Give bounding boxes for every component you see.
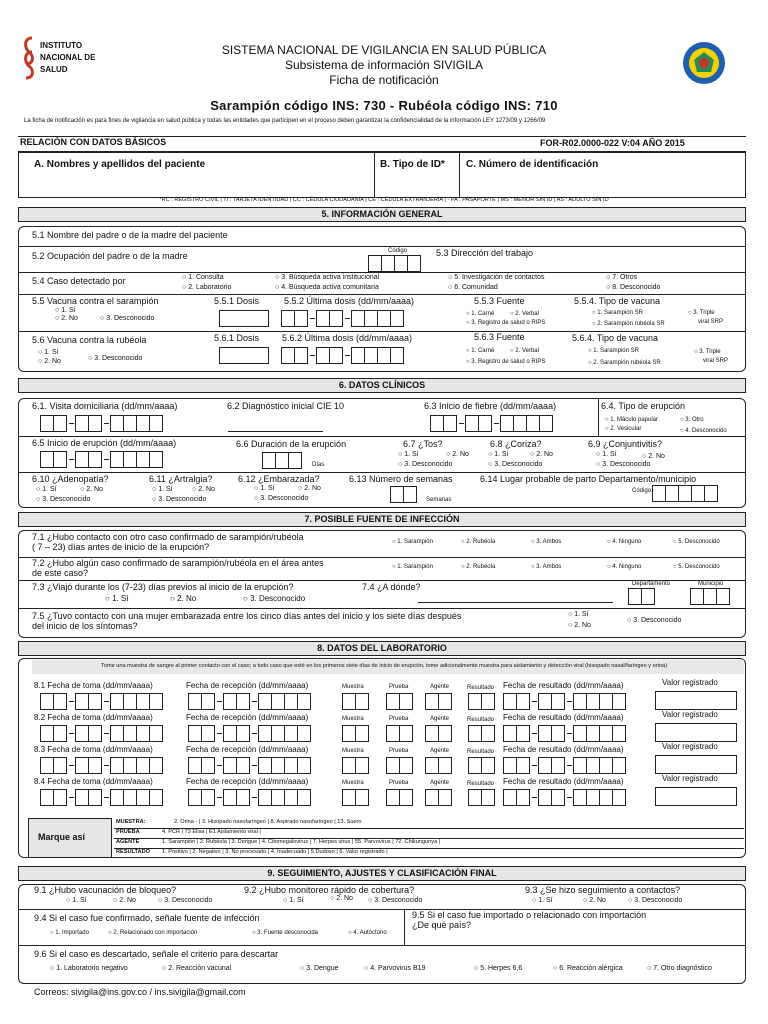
dose-input[interactable] [219, 310, 269, 327]
q5-6-1-label: 5.6.1 Dosis [214, 333, 260, 343]
option[interactable]: ○ 2. No [170, 594, 197, 603]
option[interactable]: ○ 2. Vesicular [605, 426, 642, 432]
q7-3-label: 7.3 ¿Viajó durante los (7-23) días previos al inicio de la erupción? [32, 582, 294, 592]
date-cells[interactable] [110, 757, 162, 774]
option[interactable]: ○ 5. Desconocido [673, 564, 720, 570]
q9-2-label: 9.2 ¿Hubo monitoreo rápido de cobertura? [244, 885, 415, 895]
q6-8-label: 6.8 ¿Coriza? [490, 439, 542, 449]
option[interactable]: ○ 3. Fuente desconocida [252, 930, 319, 936]
option[interactable]: ○ 1. Sarampión SR [588, 348, 639, 354]
date-cells[interactable] [351, 347, 403, 364]
value-label: Valor registrado [662, 742, 718, 751]
municipality-label: Municipio [698, 581, 724, 587]
option[interactable]: ○ 3. Otro [680, 417, 704, 423]
test-label: Prueba [389, 716, 409, 722]
option[interactable]: ○ 2. Verbal [510, 311, 539, 317]
q6-3-label: 6.3 Inicio de fiebre (dd/mm/aaaa) [424, 401, 557, 411]
test-label: Prueba [389, 684, 409, 690]
date-cells[interactable] [188, 693, 214, 710]
agent-cells[interactable] [425, 789, 451, 806]
date-cells[interactable] [188, 789, 214, 806]
date-cells[interactable] [40, 757, 66, 774]
reception-label: Fecha de recepción (dd/mm/aaaa) [186, 713, 309, 722]
legend-value: 1. Positivo | 2. Negativo | 3. No procesado | 4. Inadecuado | 5.Dudoso | 6. Valor registrado | [162, 849, 388, 855]
option[interactable]: ○ 2. No [642, 453, 665, 460]
date-cells[interactable] [110, 693, 162, 710]
department-label: Departamento [632, 581, 671, 587]
value-input[interactable] [655, 755, 737, 774]
option[interactable]: ○ 1. Laboratorio negativo [50, 965, 128, 972]
option[interactable]: ○ 3. Desconocido [243, 594, 306, 603]
date-cells[interactable] [503, 725, 529, 742]
department-cells[interactable] [628, 588, 654, 605]
date-cells[interactable] [40, 693, 66, 710]
q9-4-label: 9.4 Si el caso fue confirmado, señale fuente de infección [34, 913, 260, 923]
option[interactable]: ○ 1. Sí [532, 897, 553, 904]
option[interactable]: ○ 2. No [298, 485, 321, 492]
q5-6-label: 5.6 Vacuna contra la rubéola [32, 335, 147, 345]
sample-cells[interactable] [342, 757, 368, 774]
option[interactable]: ○ 3. Triple [694, 349, 721, 355]
option[interactable]: ○ 1. Sí [152, 486, 173, 493]
date-cells[interactable] [110, 725, 162, 742]
date-cells[interactable] [75, 451, 101, 468]
sample-label: Muestra [342, 684, 364, 690]
days-label: Días [312, 462, 325, 468]
result-date-label: Fecha de resultado (dd/mm/aaaa) [503, 745, 624, 754]
date-cells[interactable] [538, 725, 564, 742]
date-cells[interactable] [573, 757, 625, 774]
date-cells[interactable] [503, 789, 529, 806]
option[interactable]: ○ 1. Carné [466, 348, 495, 354]
option[interactable]: ○ 1. Sarampión SR [592, 310, 643, 316]
option[interactable]: ○ 1. Importado [50, 930, 89, 936]
option[interactable]: ○ 2. Sarampión rubéola SR [592, 321, 665, 327]
date-cells[interactable] [503, 693, 529, 710]
q9-1-label: 9.1 ¿Hubo vacunación de bloqueo? [34, 885, 177, 895]
lab-date-label: 8.3 Fecha de toma (dd/mm/aaaa) [34, 745, 153, 754]
value-label: Valor registrado [662, 710, 718, 719]
occupation-code-label: Código [388, 248, 408, 254]
value-label: Valor registrado [662, 678, 718, 687]
result-date-label: Fecha de resultado (dd/mm/aaaa) [503, 777, 624, 786]
date-cells[interactable] [223, 789, 249, 806]
result-label: Resultado [467, 781, 495, 787]
id-number-label: C. Número de identificación [466, 159, 599, 170]
option[interactable]: ○ 2. No [192, 486, 215, 493]
sample-label: Muestra [342, 780, 364, 786]
date-cells[interactable] [110, 451, 162, 468]
q9-6-label: 9.6 Si el caso es descartado, señale el criterio para descartar [34, 949, 279, 959]
q7-1-label-cont: ( 7 – 23) días antes de inicio de la erupción? [32, 542, 210, 552]
date-cells[interactable] [316, 310, 342, 327]
q5-2-label: 5.2 Ocupación del padre o de la madre [32, 251, 188, 261]
test-label: Prueba [389, 780, 409, 786]
option[interactable]: ○ 3. Ambos [531, 564, 562, 570]
option[interactable]: ○ 2. No [113, 897, 136, 904]
option[interactable]: ○ 4. Ninguno [607, 564, 642, 570]
date-cells[interactable] [223, 725, 249, 742]
sample-cells[interactable] [342, 693, 368, 710]
option[interactable]: ○ 4. Búsqueda activa comunitaria [275, 284, 379, 291]
form-code: FOR-R02.0000-022 V:04 AÑO 2015 [540, 138, 685, 148]
test-label: Prueba [389, 748, 409, 754]
option[interactable]: ○ 3. Desconocido [368, 897, 423, 904]
option[interactable]: ○ 2. No [330, 895, 353, 902]
result-cells[interactable] [468, 757, 494, 774]
date-cells[interactable] [538, 757, 564, 774]
q5-1-label: 5.1 Nombre del padre o de la madre del paciente [32, 230, 228, 240]
value-input[interactable] [655, 787, 737, 806]
option[interactable]: ○ 2. Laboratorio [182, 284, 232, 291]
logo-line: SALUD [40, 65, 68, 74]
q7-2-label: 7.2 ¿Hubo algún caso confirmado de sarampión/rubéola en el área antes [32, 558, 324, 568]
municipality-cells[interactable] [690, 588, 729, 605]
date-cells[interactable] [110, 415, 162, 432]
date-cells[interactable] [110, 789, 162, 806]
date-cells[interactable] [75, 415, 101, 432]
option[interactable]: ○ 3. Ambos [531, 539, 562, 545]
reception-label: Fecha de recepción (dd/mm/aaaa) [186, 745, 309, 754]
option[interactable]: ○ 2. No [530, 451, 553, 458]
subsystem-title: Subsistema de información SIVIGILA [284, 58, 484, 72]
q9-3-label: 9.3 ¿Se hizo seguimiento a contactos? [525, 885, 681, 895]
date-cells[interactable] [316, 347, 342, 364]
option[interactable]: ○ 4. Autóctono [348, 930, 387, 936]
date-cells[interactable] [40, 789, 66, 806]
q6-2-label: 6.2 Diagnóstico inicial CIE 10 [227, 401, 345, 411]
reception-label: Fecha de recepción (dd/mm/aaaa) [186, 777, 309, 786]
option[interactable]: ○ 3. Desconocido [152, 496, 207, 503]
agent-label: Agente [430, 684, 450, 690]
option[interactable]: ○ 1. Sí [38, 349, 59, 356]
logo-line: INSTITUTO [40, 41, 83, 50]
q6-6-label: 6.6 Duración de la erupción [236, 439, 347, 449]
dose-input[interactable] [219, 347, 269, 364]
test-cells[interactable] [386, 693, 412, 710]
option[interactable]: ○ 1. Carné [466, 311, 495, 317]
weeks-cells[interactable] [390, 486, 416, 503]
option[interactable]: ○ 2. No [446, 451, 469, 458]
legend-value: 4. PCR | 73 Elisa | E1 Aislamiento viral | [162, 829, 261, 835]
option[interactable]: ○ 2. Rubéola [461, 539, 496, 545]
option[interactable]: ○ 3. Desconocido [254, 495, 309, 502]
agent-label: Agente [430, 748, 450, 754]
option[interactable]: ○ 8. Desconocido [606, 284, 661, 291]
main-title: Sarampión código INS: 730 - Rubéola código INS: 710 [210, 98, 558, 113]
q7-4-label: 7.4 ¿A dónde? [362, 582, 421, 592]
sample-cells[interactable] [342, 789, 368, 806]
value-input[interactable] [655, 723, 737, 742]
lab-legend [28, 818, 744, 858]
agent-label: Agente [430, 716, 450, 722]
legend-key: RESULTADO [116, 849, 150, 855]
date-cells[interactable] [351, 310, 403, 327]
q6-1-label: 6.1. Visita domiciliaria (dd/mm/aaaa) [32, 401, 178, 411]
agent-cells[interactable] [425, 693, 451, 710]
q6-5-label: 6.5 Inicio de erupción (dd/mm/aaaa) [32, 438, 177, 448]
option-cont: viral SRP [698, 319, 724, 325]
section-6-header: 6. DATOS CLÍNICOS [18, 378, 746, 393]
id-legend: *RC : REGISTRO CIVIL | TI : TARJETA IDENTIDAD | CC : CÉDULA CIUDADANÍA | CE : CÉDULA EXTRANJERÍA | - PA : PASAPORTE | MS : MENOR SIN ID | AS : ADULTO SIN ID [159, 197, 609, 203]
q6-12-label: 6.12 ¿Embarazada? [238, 474, 320, 484]
date-cells[interactable] [573, 789, 625, 806]
option[interactable]: ○ 5. Investigación de contactos [448, 274, 545, 281]
q5-6-2-label: 5.6.2 Última dosis (dd/mm/aaaa) [282, 333, 413, 343]
date-cells[interactable] [223, 693, 249, 710]
q5-5-label: 5.5 Vacuna contra el sarampión [32, 296, 159, 306]
option[interactable]: ○ 2. No [583, 897, 606, 904]
option[interactable]: ○ 3. Triple [688, 310, 715, 316]
option[interactable]: ○ 3. Desconocido [628, 897, 683, 904]
option[interactable]: ○ 6. Reacción alérgica [553, 965, 623, 972]
sample-label: Muestra [342, 748, 364, 754]
confidentiality-note: La ficha de notificación es para fines de vigilancia en salud pública y todas las entidades que participen en el proceso deben garantizar la confidencialidad de la información LEY 1273/09 y 1266/09 [24, 118, 546, 124]
q6-10-label: 6.10 ¿Adenopatía? [32, 474, 109, 484]
date-cells[interactable] [188, 757, 214, 774]
q6-14-label: 6.14 Lugar probable de parto Departamento/municipio [480, 474, 697, 484]
date-cells[interactable] [573, 693, 625, 710]
option[interactable]: ○ 3. Desconocido [398, 461, 453, 468]
option[interactable]: ○ 2. Relacionado con importación [108, 930, 198, 936]
date-cells[interactable] [75, 693, 101, 710]
occupation-code-cells[interactable] [368, 255, 420, 272]
result-date-label: Fecha de resultado (dd/mm/aaaa) [503, 681, 624, 690]
section-9-header: 9. SEGUIMIENTO, AJUSTES Y CLASIFICACIÓN FINAL [18, 866, 746, 881]
date-cells[interactable] [40, 415, 66, 432]
option[interactable]: ○ 3. Desconocido [88, 355, 143, 362]
q9-5-label: 9.5 Si el caso fue importado o relacionado con importación [412, 910, 647, 920]
value-label: Valor registrado [662, 774, 718, 783]
section-5-header: 5. INFORMACIÓN GENERAL [18, 207, 746, 222]
option[interactable]: ○ 4. Parvovirus B19 [364, 965, 426, 972]
option[interactable]: ○ 2. No [38, 358, 61, 365]
reception-label: Fecha de recepción (dd/mm/aaaa) [186, 681, 309, 690]
logo-line: NACIONAL DE [40, 53, 96, 62]
date-cells[interactable] [258, 725, 310, 742]
date-cells[interactable] [258, 757, 310, 774]
value-input[interactable] [655, 691, 737, 710]
result-cells[interactable] [468, 789, 494, 806]
date-cells[interactable] [40, 451, 66, 468]
date-cells[interactable] [258, 789, 310, 806]
q5-5-1-label: 5.5.1 Dosis [214, 296, 260, 306]
q5-5-2-label: 5.5.2 Última dosis (dd/mm/aaaa) [284, 296, 415, 306]
date-cells[interactable] [75, 725, 101, 742]
q7-5-label-cont: del inicio de los síntomas? [32, 621, 138, 631]
sample-cells[interactable] [342, 725, 368, 742]
q7-1-label: 7.1 ¿Hubo contacto con otro caso confirmado de sarampión/rubéola [32, 532, 304, 542]
date-cells[interactable] [465, 415, 491, 432]
date-cells[interactable] [430, 415, 456, 432]
date-cells[interactable] [503, 757, 529, 774]
option[interactable]: ○ 1. Sí [55, 307, 76, 314]
footer-emails: Correos: sivigila@ins.gov.co / ins.sivigila@gmail.com [34, 987, 246, 997]
lab-date-label: 8.2 Fecha de toma (dd/mm/aaaa) [34, 713, 153, 722]
date-cells[interactable] [258, 693, 310, 710]
legend-key: PRUEBA [116, 829, 140, 835]
option-cont: viral SRP [703, 358, 729, 364]
patient-name-label: A. Nombres y apellidos del paciente [34, 159, 206, 170]
date-cells[interactable] [538, 789, 564, 806]
option[interactable]: ○ 3. Desconocido [596, 461, 651, 468]
form-type: Ficha de notificación [329, 73, 439, 87]
option[interactable]: ○ 1. Sí [36, 486, 57, 493]
lab-note: Tome una muestra de sangre al primer contacto con el caso; a todo caso que esté en los primeros siete días de inicio de erupción, tome adicionalmente muestra para aislamiento y detección viral (hisopado nasal/faríngeo y orina) [101, 663, 667, 669]
patient-name-input[interactable] [22, 172, 370, 194]
option[interactable]: ○ 7. Otro diagnóstico [647, 965, 712, 972]
section-8-header: 8. DATOS DEL LABORATORIO [18, 641, 746, 656]
q6-11-label: 6.11 ¿Artralgia? [149, 474, 213, 484]
q6-7-label: 6.7 ¿Tos? [403, 439, 443, 449]
date-cells[interactable] [188, 725, 214, 742]
option[interactable]: ○ 7. Otros [606, 274, 638, 281]
q5-5-3-label: 5.5.3 Fuente [474, 296, 525, 306]
sample-label: Muestra [342, 716, 364, 722]
date-cells[interactable] [281, 347, 307, 364]
mark-legend-label: Marque así [38, 832, 86, 842]
q5-4-label: 5.4 Caso detectado por [32, 276, 126, 286]
q9-5-label-cont: ¿De qué país? [412, 920, 472, 930]
lab-date-label: 8.1 Fecha de toma (dd/mm/aaaa) [34, 681, 153, 690]
date-cells[interactable] [281, 310, 307, 327]
q7-5-label: 7.5 ¿Tuvo contacto con una mujer embarazada entre los cinco días antes del inicio y los siete días después [32, 611, 462, 621]
option[interactable]: ○ 2. No [568, 622, 591, 629]
section-7-header: 7. POSIBLE FUENTE DE INFECCIÓN [18, 512, 746, 527]
date-cells[interactable] [75, 757, 101, 774]
option[interactable]: ○ 3. Desconocido [36, 496, 91, 503]
option[interactable]: ○ 1. Sí [568, 611, 589, 618]
option[interactable]: ○ 3. Desconocido [158, 897, 213, 904]
legend-key: AGENTE [116, 839, 140, 845]
q5-3-label: 5.3 Dirección del trabajo [436, 248, 534, 258]
agent-label: Agente [430, 780, 450, 786]
id-type-label: B. Tipo de ID* [380, 159, 445, 170]
option[interactable]: ○ 1. Sí [105, 594, 129, 603]
option[interactable]: ○ 3. Búsqueda activa institucional [275, 274, 380, 281]
option[interactable]: ○ 3. Dengue [300, 965, 339, 972]
test-cells[interactable] [386, 757, 412, 774]
q5-6-3-label: 5.6.3 Fuente [474, 332, 525, 342]
date-cells[interactable] [40, 725, 66, 742]
option[interactable]: ○ 1. Sí [488, 451, 509, 458]
date-cells[interactable] [500, 415, 552, 432]
option[interactable]: ○ 6. Comunidad [448, 284, 498, 291]
agent-cells[interactable] [425, 757, 451, 774]
test-cells[interactable] [386, 789, 412, 806]
option[interactable]: ○ 1. Sí [283, 897, 304, 904]
result-label: Resultado [467, 749, 495, 755]
option[interactable]: ○ 1. Sí [254, 485, 275, 492]
colombia-seal-icon [681, 40, 727, 86]
option[interactable]: ○ 1. Sí [398, 451, 419, 458]
result-label: Resultado [467, 717, 495, 723]
option[interactable]: ○ 1. Sarampión [392, 539, 433, 545]
option[interactable]: ○ 3. Registro de salud o RIPS [466, 359, 546, 365]
result-cells[interactable] [468, 725, 494, 742]
birthplace-code-cells[interactable] [652, 485, 717, 502]
option[interactable]: ○ 1. Consulta [182, 274, 224, 281]
option[interactable]: ○ 1. Máculo papular [605, 417, 658, 423]
option[interactable]: ○ 5. Herpes 6,6 [474, 965, 523, 972]
code-label: Código [632, 488, 652, 494]
weeks-label: Semanas [426, 497, 452, 503]
option[interactable]: ○ 5. Desconocido [673, 539, 720, 545]
q5-6-4-label: 5.6.4. Tipo de vacuna [572, 333, 659, 343]
q6-13-label: 6.13 Número de semanas [349, 474, 453, 484]
option[interactable]: ○ 3. Desconocido [100, 315, 155, 322]
option[interactable]: ○ 3. Registro de salud o RIPS [466, 320, 546, 326]
agent-cells[interactable] [425, 725, 451, 742]
system-title: SISTEMA NACIONAL DE VIGILANCIA EN SALUD PÚBLICA [221, 43, 547, 57]
option[interactable]: ○ 2. Reacción vacunal [162, 965, 232, 972]
option[interactable]: ○ 2. No [80, 486, 103, 493]
q7-2-label-cont: de este caso? [32, 568, 89, 578]
option[interactable]: ○ 3. Desconocido [627, 617, 682, 624]
q5-5-4-label: 5.5.4. Tipo de vacuna [574, 296, 661, 306]
option[interactable]: ○ 2. Sarampión rubéola SR [588, 360, 661, 366]
basic-data-title: RELACIÓN CON DATOS BÁSICOS [20, 137, 167, 147]
duration-cells[interactable] [262, 452, 301, 469]
option[interactable]: ○ 1. Sí [596, 451, 617, 458]
date-cells[interactable] [573, 725, 625, 742]
date-cells[interactable] [538, 693, 564, 710]
option[interactable]: ○ 4. Ninguno [607, 539, 642, 545]
q6-9-label: 6.9 ¿Conjuntivitis? [588, 439, 663, 449]
result-date-label: Fecha de resultado (dd/mm/aaaa) [503, 713, 624, 722]
option[interactable]: ○ 2. Rubéola [461, 564, 496, 570]
result-cells[interactable] [468, 693, 494, 710]
legend-key: MUESTRA: [116, 819, 146, 825]
option[interactable]: ○ 2. No [55, 315, 78, 322]
option[interactable]: ○ 2. Verbal [510, 348, 539, 354]
q6-4-label: 6.4. Tipo de erupción [601, 401, 686, 411]
legend-value: 1. Sarampión | 2. Rubéola | 3. Dengue | 4. Citomegalovirus | 7. Herpes virus | 55. Parvovirus | 72. Chikungunya | [162, 839, 441, 845]
option[interactable]: ○ 3. Desconocido [488, 461, 543, 468]
test-cells[interactable] [386, 725, 412, 742]
date-cells[interactable] [75, 789, 101, 806]
option[interactable]: ○ 1. Sí [66, 897, 87, 904]
option[interactable]: ○ 4. Desconocido [680, 428, 727, 434]
option[interactable]: ○ 1. Sarampión [392, 564, 433, 570]
result-label: Resultado [467, 685, 495, 691]
lab-date-label: 8.4 Fecha de toma (dd/mm/aaaa) [34, 777, 153, 786]
legend-value: 2. Orina - | 3. Hisopado nasofaríngeo | 8. Aspirado nasofaríngeo | 13. Suero [174, 819, 362, 825]
date-cells[interactable] [223, 757, 249, 774]
